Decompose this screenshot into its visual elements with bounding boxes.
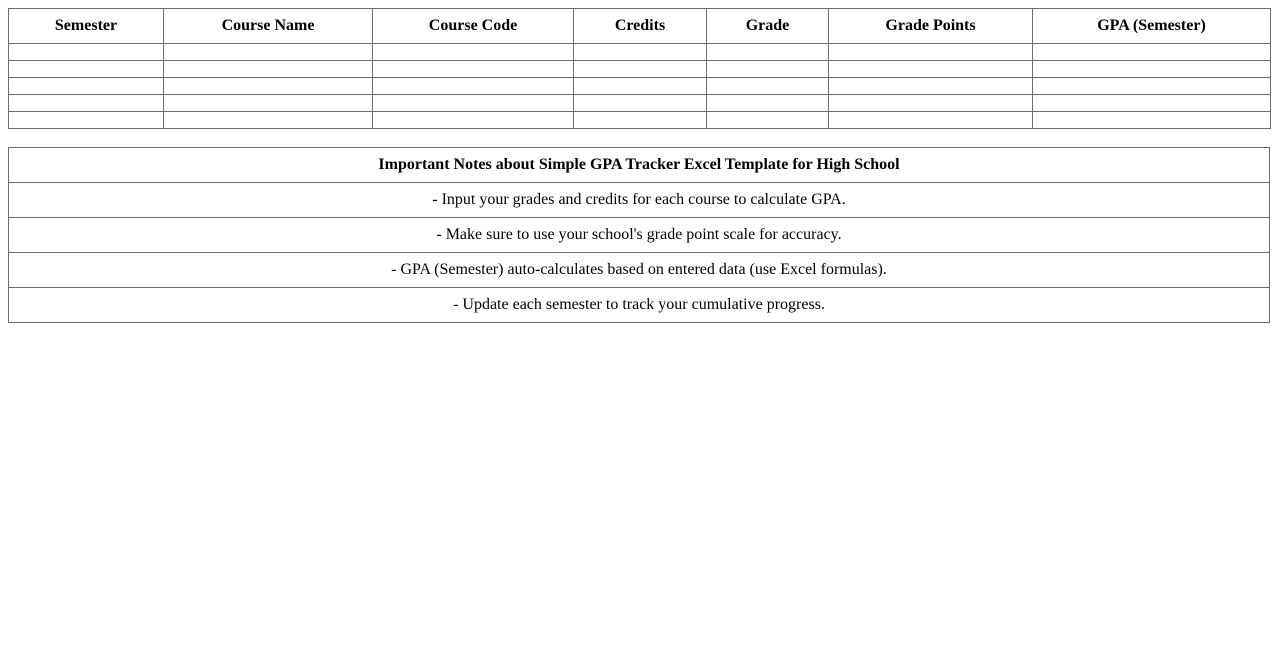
- table-cell: [829, 61, 1033, 78]
- note-text: - Make sure to use your school's grade point scale for accuracy.: [9, 218, 1270, 253]
- table-row: [9, 61, 1271, 78]
- header-course-code: Course Code: [373, 9, 574, 44]
- table-cell: [9, 61, 164, 78]
- document-page: [8, 8, 1270, 323]
- table-cell: [164, 78, 373, 95]
- header-grade: Grade: [707, 9, 829, 44]
- table-cell: [707, 112, 829, 129]
- table-cell: [1033, 44, 1271, 61]
- header-semester: Semester: [9, 9, 164, 44]
- header-course-name: Course Name: [164, 9, 373, 44]
- table-row: [9, 44, 1271, 61]
- table-cell: [9, 95, 164, 112]
- table-cell: [574, 61, 707, 78]
- table-cell: [373, 44, 574, 61]
- header-gpa-semester: GPA (Semester): [1033, 9, 1271, 44]
- table-cell: [829, 44, 1033, 61]
- note-text: - Update each semester to track your cumulative progress.: [9, 288, 1270, 323]
- note-text: - Input your grades and credits for each course to calculate GPA.: [9, 183, 1270, 218]
- list-item: [9, 288, 1270, 323]
- table-row: [9, 78, 1271, 95]
- notes-header-row: [9, 148, 1270, 183]
- table-cell: [829, 95, 1033, 112]
- list-item: [9, 183, 1270, 218]
- table-cell: [164, 95, 373, 112]
- list-item: [9, 253, 1270, 288]
- table-cell: [164, 112, 373, 129]
- table-cell: [1033, 95, 1271, 112]
- table-cell: [829, 78, 1033, 95]
- header-credits: Credits: [574, 9, 707, 44]
- table-cell: [164, 61, 373, 78]
- important-notes-table: [8, 147, 1270, 323]
- table-cell: [1033, 112, 1271, 129]
- table-cell: [373, 78, 574, 95]
- table-cell: [9, 112, 164, 129]
- table-cell: [707, 44, 829, 61]
- gpa-tracker-table: [8, 8, 1271, 129]
- table-cell: [574, 95, 707, 112]
- table-cell: [9, 78, 164, 95]
- table-cell: [1033, 78, 1271, 95]
- table-cell: [574, 78, 707, 95]
- table-cell: [373, 112, 574, 129]
- table-cell: [707, 61, 829, 78]
- table-cell: [9, 44, 164, 61]
- table-cell: [574, 112, 707, 129]
- table-cell: [707, 78, 829, 95]
- notes-title: Important Notes about Simple GPA Tracker Excel Template for High School: [9, 148, 1270, 183]
- table-header-row: [9, 9, 1271, 44]
- table-cell: [164, 44, 373, 61]
- table-row: [9, 95, 1271, 112]
- table-cell: [707, 95, 829, 112]
- header-grade-points: Grade Points: [829, 9, 1033, 44]
- table-cell: [373, 61, 574, 78]
- table-cell: [373, 95, 574, 112]
- table-cell: [574, 44, 707, 61]
- list-item: [9, 218, 1270, 253]
- table-row: [9, 112, 1271, 129]
- table-cell: [829, 112, 1033, 129]
- note-text: - GPA (Semester) auto-calculates based on entered data (use Excel formulas).: [9, 253, 1270, 288]
- table-cell: [1033, 61, 1271, 78]
